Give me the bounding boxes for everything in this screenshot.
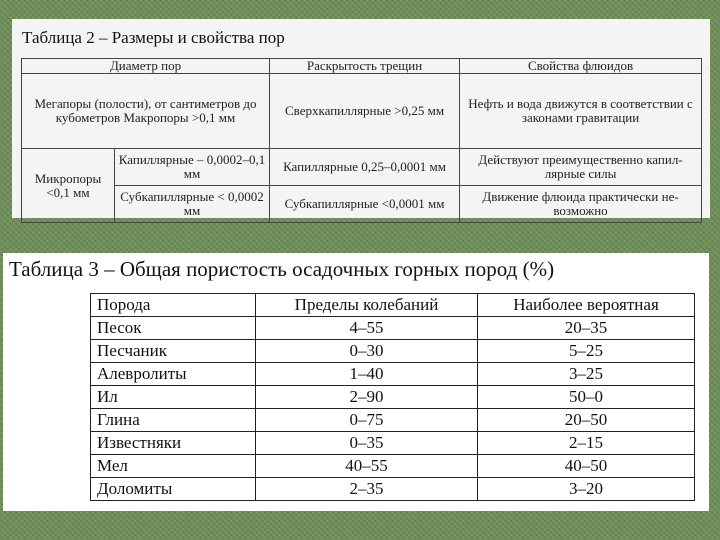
probable-value: 20–50: [478, 409, 695, 432]
range-value: 4–55: [256, 317, 478, 340]
rock-name: Доломиты: [91, 478, 256, 501]
range-value: 1–40: [256, 363, 478, 386]
probable-value: 50–0: [478, 386, 695, 409]
rock-name: Ил: [91, 386, 256, 409]
rock-name: Глина: [91, 409, 256, 432]
table2-cell: Субкапиллярные < 0,0002 мм: [115, 186, 270, 223]
probable-value: 20–35: [478, 317, 695, 340]
rock-name: Алевролиты: [91, 363, 256, 386]
table3: [90, 293, 695, 501]
rock-name: Песок: [91, 317, 256, 340]
table2-cell: Капиллярные – 0,0002–0,1 мм: [115, 149, 270, 186]
range-value: 2–35: [256, 478, 478, 501]
table3-title: Таблица 3 – Общая пористость осадочных горных пород (%): [9, 257, 555, 281]
table2-cell: Действуют преимущественно капиллярные силы: [460, 149, 702, 186]
table2-cell: Капиллярные 0,25–0,0001 мм: [270, 149, 460, 186]
table3-header-probable: Наиболее вероятная: [478, 294, 695, 317]
table2-row: [22, 149, 702, 186]
table3-header-range: Пределы колебаний: [256, 294, 478, 317]
table3-header-row: [91, 294, 695, 317]
table2-panel: [12, 19, 710, 218]
table-row: [91, 363, 695, 386]
rock-name: Мел: [91, 455, 256, 478]
table2-header-row: [22, 59, 702, 74]
probable-value: 3–25: [478, 363, 695, 386]
probable-value: 3–20: [478, 478, 695, 501]
table2-row: [22, 74, 702, 149]
table2-cell: Субкапиллярные <0,0001 мм: [270, 186, 460, 223]
range-value: 2–90: [256, 386, 478, 409]
rock-name: Песчаник: [91, 340, 256, 363]
table2: [21, 58, 702, 223]
table-row: [91, 432, 695, 455]
table2-cell: Сверхкапиллярные >0,25 мм: [270, 74, 460, 149]
range-value: 0–30: [256, 340, 478, 363]
probable-value: 5–25: [478, 340, 695, 363]
range-value: 0–35: [256, 432, 478, 455]
table2-cell: Нефть и вода движутся в соответствии с законами гравитации: [460, 74, 702, 149]
table-row: [91, 386, 695, 409]
table3-panel: [3, 253, 709, 511]
table2-header-cell: Диаметр пор: [22, 59, 270, 74]
table3-header-rock: Порода: [91, 294, 256, 317]
table2-title: Таблица 2 – Размеры и свойства пор: [22, 28, 285, 47]
rock-name: Известняки: [91, 432, 256, 455]
table2-row: [22, 186, 702, 223]
table-row: [91, 340, 695, 363]
table-row: [91, 317, 695, 340]
table2-cell: Мегапоры (полости), от сантиметров до кубометров Макропоры >0,1 мм: [22, 74, 270, 149]
table-row: [91, 409, 695, 432]
table-row: [91, 478, 695, 501]
table-row: [91, 455, 695, 478]
table2-cell: Движение флюида практически невозможно: [460, 186, 702, 223]
table2-header-cell: Свойства флюидов: [460, 59, 702, 74]
probable-value: 40–50: [478, 455, 695, 478]
table2-header-cell: Раскрытость трещин: [270, 59, 460, 74]
range-value: 40–55: [256, 455, 478, 478]
probable-value: 2–15: [478, 432, 695, 455]
table2-micro-label: Микропоры <0,1 мм: [22, 149, 115, 223]
range-value: 0–75: [256, 409, 478, 432]
